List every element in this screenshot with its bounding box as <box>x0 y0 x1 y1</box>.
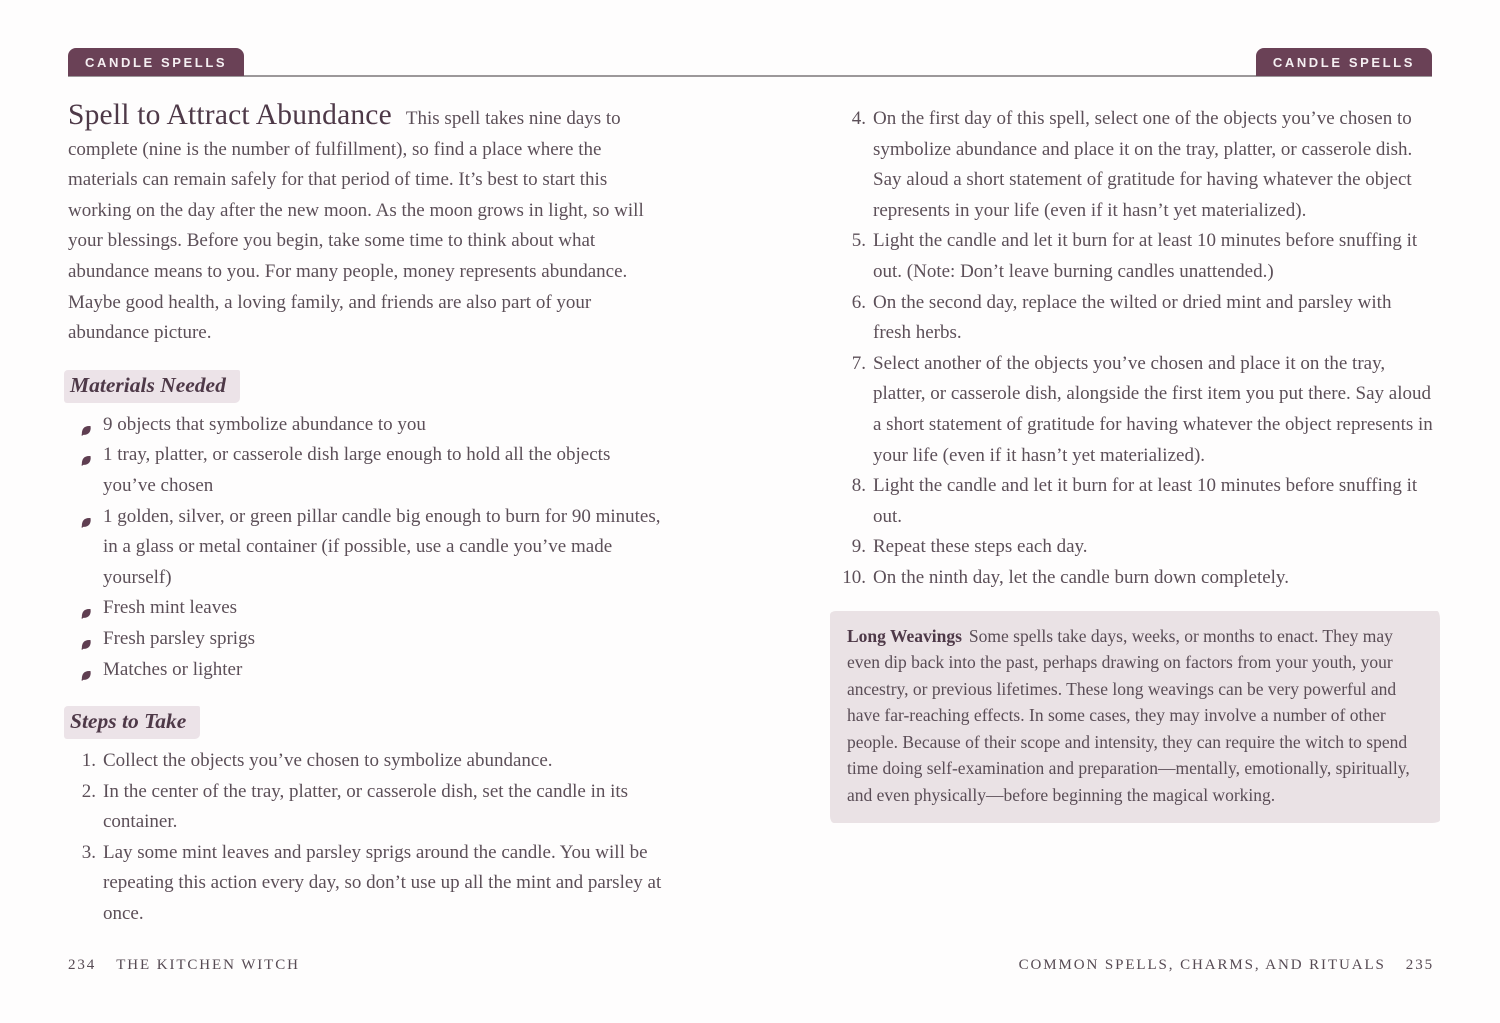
material-text: Fresh mint leaves <box>103 597 238 619</box>
page-right <box>838 100 1434 823</box>
section-tab-right: CANDLE SPELLS <box>1256 48 1432 76</box>
footer-right <box>1019 957 1434 974</box>
leaf-bullet-icon <box>79 601 93 615</box>
material-list-item <box>68 440 666 501</box>
page-left <box>68 100 666 930</box>
page-number-right: 235 <box>1405 957 1434 973</box>
step-list-item <box>68 838 666 930</box>
step-list-item <box>838 532 1434 563</box>
step-number: 2. <box>81 780 96 802</box>
step-list-item <box>838 563 1434 594</box>
callout-body: Some spells take days, weeks, or months to enact. They may even dip back into the past, perhaps drawing on factors from your youth, your ancestry, or previous lifetimes. These long weavings can be very powerful and have far-reaching effects. In some cases, they may involve a number of other people. Because of their scope and intensity, they can require the witch to spend time doing self-examination and preparation—mentally, emotionally, spiritually, and even physically—before beginning the magical working. <box>847 625 1410 806</box>
step-list-item <box>838 226 1434 287</box>
step-text: On the ninth day, let the candle burn down completely. <box>873 566 1289 588</box>
step-list-item <box>838 288 1434 349</box>
step-list-item <box>68 746 666 777</box>
spell-title: Spell to Attract Abundance <box>68 99 392 131</box>
material-text: 1 golden, silver, or green pillar candle big enough to burn for 90 minutes, in a glass or metal container (if possible, use a candle you’ve made yourself) <box>103 505 661 588</box>
step-text: Select another of the objects you’ve chosen and place it on the tray, platter, or casserole dish, alongside the first item you put there. Say aloud a short statement of gratitude for having whatever the object represents in your life (even if it hasn’t yet materialized). <box>873 352 1433 466</box>
spell-intro-paragraph <box>68 100 666 349</box>
materials-heading: Materials Needed <box>64 370 240 403</box>
materials-list <box>68 410 666 685</box>
leaf-bullet-icon <box>79 418 93 432</box>
material-text: Fresh parsley sprigs <box>103 627 255 649</box>
header-rule <box>68 75 1432 77</box>
leaf-bullet-icon <box>79 632 93 646</box>
steps-heading-row <box>64 706 666 739</box>
step-number: 7. <box>851 352 866 374</box>
material-text: Matches or lighter <box>103 658 243 680</box>
leaf-bullet-icon <box>79 663 93 677</box>
running-title-left: THE KITCHEN WITCH <box>116 957 300 973</box>
step-text: Repeat these steps each day. <box>873 536 1088 558</box>
running-title-right: COMMON SPELLS, CHARMS, AND RITUALS <box>1018 957 1386 973</box>
step-text: Light the candle and let it burn for at least 10 minutes before snuffing it out. <box>873 475 1418 527</box>
steps-list-right <box>838 104 1434 594</box>
material-list-item <box>68 593 666 624</box>
step-text: On the second day, replace the wilted or dried mint and parsley with fresh herbs. <box>873 291 1392 344</box>
step-number: 6. <box>851 291 866 313</box>
material-text: 9 objects that symbolize abundance to you <box>103 413 426 435</box>
step-number: 3. <box>81 841 96 863</box>
step-number: 10. <box>842 566 866 588</box>
material-text: 1 tray, platter, or casserole dish large enough to hold all the objects you’ve chosen <box>103 444 611 496</box>
section-tab-left: CANDLE SPELLS <box>68 48 244 76</box>
leaf-bullet-icon <box>79 448 93 462</box>
material-list-item <box>68 502 666 594</box>
step-list-item <box>68 777 666 838</box>
callout-title: Long Weavings <box>847 625 962 646</box>
step-number: 5. <box>851 230 866 252</box>
material-list-item <box>68 410 666 441</box>
page-number-left: 234 <box>68 957 97 973</box>
step-text: Light the candle and let it burn for at least 10 minutes before snuffing it out. (Note: Don’t leave burning candles unattended.) <box>873 230 1418 282</box>
step-text: On the first day of this spell, select one of the objects you’ve chosen to symbolize abundance and place it on the tray, platter, or casserole dish. Say aloud a short statement of gratitude for having whatever the object represents in your life (even if it hasn’t yet materialized). <box>873 108 1413 221</box>
step-number: 8. <box>851 475 866 497</box>
step-number: 4. <box>851 108 866 129</box>
material-list-item <box>68 655 666 686</box>
step-number: 1. <box>81 750 96 772</box>
footer-left <box>68 957 300 974</box>
steps-heading: Steps to Take <box>64 706 200 739</box>
spell-intro-text: This spell takes nine days to complete (nine is the number of fulfillment), so find a place where the materials can remain safely for that period of time. It’s best to start this working on the day after the new moon. As the moon grows in light, so will your blessings. Before you begin, take some time to think about what abundance means to you. For many people, money represents abundance. Maybe good health, a loving family, and friends are also part of your abundance picture. <box>68 108 644 344</box>
step-text: Lay some mint leaves and parsley sprigs around the candle. You will be repeating this action every day, so don’t use up all the mint and parsley at once. <box>103 841 662 925</box>
step-text: In the center of the tray, platter, or casserole dish, set the candle in its container. <box>103 780 629 833</box>
step-list-item <box>838 349 1434 471</box>
long-weavings-callout <box>830 611 1440 823</box>
steps-list-left <box>68 746 666 930</box>
leaf-bullet-icon <box>79 510 93 524</box>
step-number: 9. <box>851 536 866 558</box>
step-list-item <box>838 104 1434 226</box>
step-list-item <box>838 471 1434 532</box>
material-list-item <box>68 624 666 655</box>
step-text: Collect the objects you’ve chosen to symbolize abundance. <box>103 750 553 772</box>
materials-heading-row <box>64 370 666 403</box>
